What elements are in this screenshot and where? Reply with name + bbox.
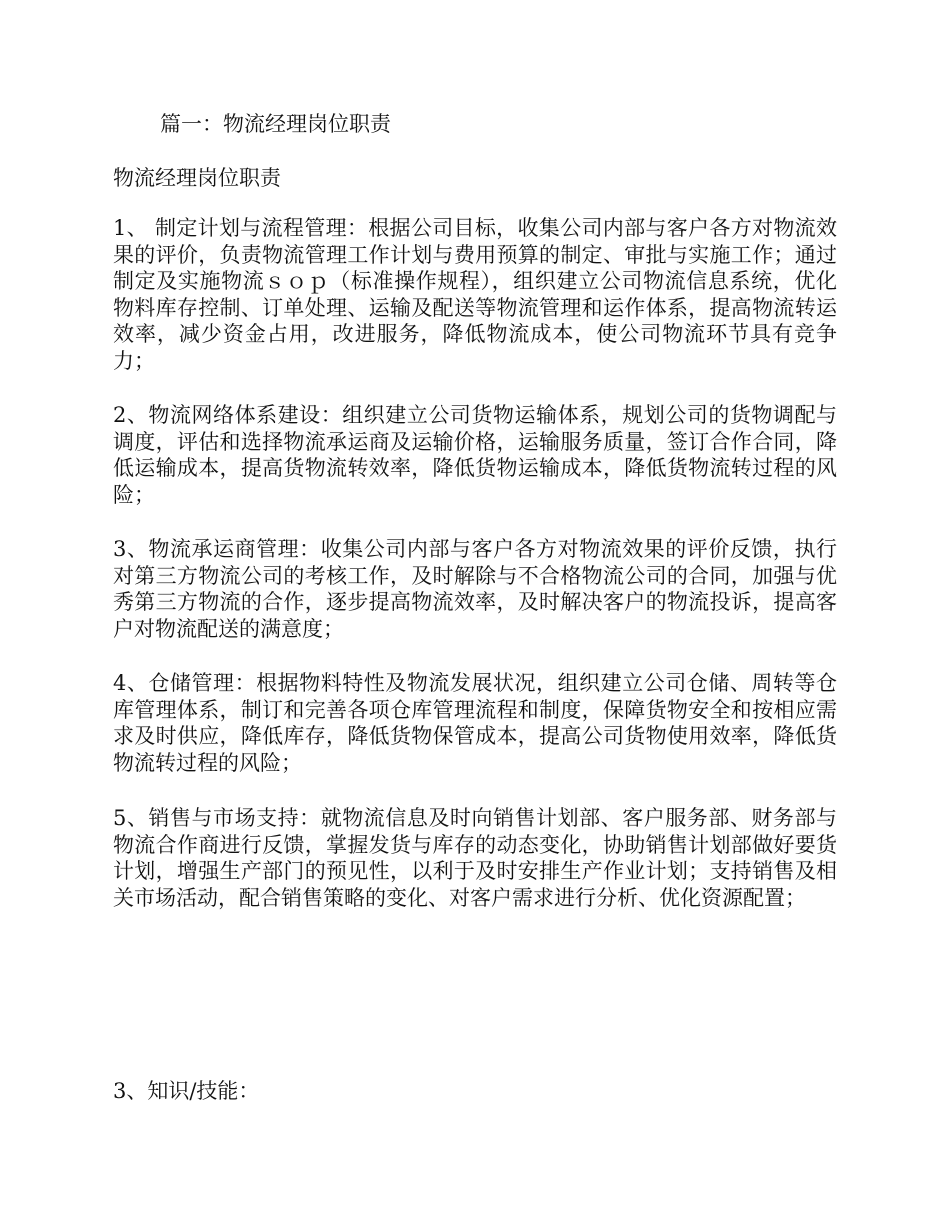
paragraph-2-network-system: 2、物流网络体系建设：组织建立公司货物运输体系，规划公司的货物调配与调度，评估和选择物流承运商及运输价格，运输服务质量，签订合作合同，降低运输成本，提高货物流转效率，降低货物运输成本，降低货物流转过程的风险； [113, 403, 837, 507]
paragraph-3-carrier-management: 3、物流承运商管理：收集公司内部与客户各方对物流效果的评价反馈，执行对第三方物流公司的考核工作，及时解除与不合格物流公司的合同，加强与优秀第三方物流的合作，逐步提高物流效率，及时解决客户的物流投诉，提高客户对物流配送的满意度； [113, 537, 837, 641]
paragraph-1-planning-process: 1、 制定计划与流程管理：根据公司目标，收集公司内部与客户各方对物流效果的评价，负责物流管理工作计划与费用预算的制定、审批与实施工作；通过制定及实施物流ｓｏｐ（标准操作规程），组织建立公司物流信息系统，优化物料库存控制、订单处理、运输及配送等物流管理和运作体系，提高物流转运效率，减少资金占用，改进服务，降低物流成本，使公司物流环节具有竞争力； [113, 216, 837, 373]
paragraph-5-sales-support: 5、销售与市场支持：就物流信息及时向销售计划部、客户服务部、财务部与物流合作商进行反馈，掌握发货与库存的动态变化，协助销售计划部做好要货计划，增强生产部门的预见性，以利于及时安排生产作业计划；支持销售及相关市场活动，配合销售策略的变化、对客户需求进行分析、优化资源配置； [113, 806, 837, 910]
paragraph-4-warehouse-management: 4、仓储管理：根据物料特性及物流发展状况，组织建立公司仓储、周转等仓库管理体系，制订和完善各项仓库管理流程和制度，保障货物安全和按相应需求及时供应，降低库存，降低货物保管成本，提高公司货物使用效率，降低货物流转过程的风险； [113, 671, 837, 775]
section-heading-knowledge-skills: 3、知识/技能： [113, 1079, 260, 1103]
document-subtitle: 物流经理岗位职责 [113, 166, 281, 190]
document-title: 篇一：物流经理岗位职责 [160, 112, 391, 136]
